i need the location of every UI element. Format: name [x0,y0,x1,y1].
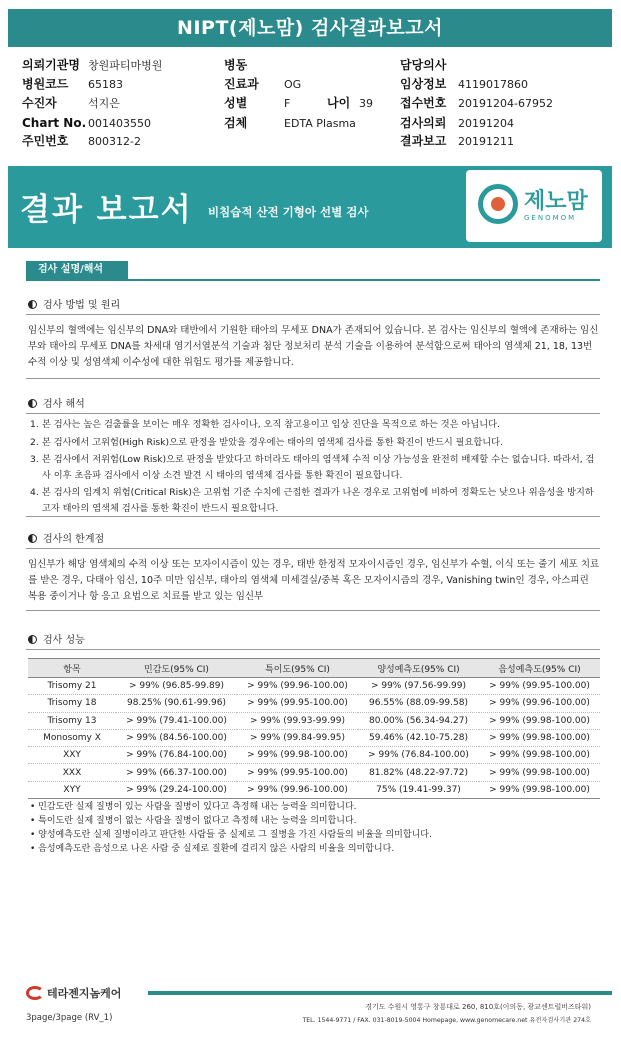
table-row: XYY > 99% (29.24-100.00) > 99% (99.96-100.00) 75% (19.41-99.37) > 99% (99.98-100.00) [28,781,600,798]
result-banner [8,166,612,248]
half-circle-icon [28,635,37,644]
table-row: Trisomy 13 > 99% (79.41-100.00) > 99% (99.93-99.99) 80.00% (56.34-94.27) > 99% (99.98-100.00) [28,712,600,729]
company-logo: 테라젠지놈케어 [26,985,121,1001]
divider [26,378,600,379]
note-item: • 특이도란 실제 질병이 없는 사람을 질병이 없다고 측정해 내는 능력을 의미합니다. [30,816,357,826]
section-tab-divider [26,279,600,281]
info-report-date: 결과보고 20191211 [400,134,514,148]
info-chart-no: Chart No. 001403550 [22,116,151,130]
divider [26,413,600,414]
table-row: XXX > 99% (66.37-100.00) > 99% (99.95-100.00) 81.82% (48.22-97.72) > 99% (99.98-100.00) [28,764,600,781]
info-department: 진료과 OG [224,77,302,91]
table-row: Trisomy 21 > 99% (96.85-99.89) > 99% (99.96-100.00) > 99% (97.56-99.99) > 99% (99.95-100.00) [28,678,600,695]
interpret-heading: 검사 해석 [28,395,85,410]
half-circle-icon [28,399,37,408]
info-age: 나이 39 [327,96,373,110]
note-item: • 양성예측도란 실제 질병이라고 판단한 사람들 중 실제로 그 질병을 가진 사람들의 비율을 의미합니다. [30,830,432,840]
banner-subtitle: 비침습적 산전 기형아 선별 검사 [208,205,369,219]
genomom-logo: 제노맘 GENOMOM [466,170,602,242]
info-ward: 병동 [224,58,248,72]
footer-address: 경기도 수원시 영통구 창룡대로 260, 810호(이의동, 광교센트럴비즈타워) [365,1003,591,1011]
table-row: XXY > 99% (76.84-100.00) > 99% (99.98-100.00) > 99% (76.84-100.00) > 99% (99.98-100.00) [28,747,600,764]
info-specimen: 검체 EDTA Plasma [224,116,356,130]
info-doctor: 담당의사 [400,58,447,72]
note-item: • 음성예측도란 음성으로 나온 사람 중 실제로 질환에 걸리지 않은 사람의 비율을 의미합니다. [30,844,395,854]
list-item: 3. 본 검사에서 저위험(Low Risk)으로 판정을 받았다고 하더라도 태아의 염색체 수적 이상 가능성을 완전히 배제할 수는 없습니다. 따라서, 검사 이후 초음파 검사에서 이상 소견 발견 시 태아의 염색체 검사를 통한 확진이 필요합니다. [30,454,595,481]
logo-dot-icon [491,197,505,211]
divider [26,610,600,611]
half-circle-icon [28,300,37,309]
info-resident-no: 주민번호 800312-2 [22,134,141,148]
table-row: Trisomy 18 98.25% (90.61-99.96) > 99% (99.95-100.00) 96.55% (88.09-99.58) > 99% (99.96-100.00) [28,695,600,712]
divider [26,649,600,650]
column-header: 양성예측도(95% CI) [358,659,479,678]
column-header: 항목 [28,659,116,678]
performance-heading: 검사 성능 [28,631,85,646]
section-tab: 검사 설명/해석 [26,261,128,279]
list-item: 2. 본 검사에서 고위험(High Risk)으로 판정을 받았을 경우에는 태아의 염색체 검사를 통한 확진이 반드시 필요합니다. [30,436,503,448]
method-body: 임신부의 혈액에는 임신부의 DNA와 태반에서 기원한 태아의 무세포 DNA가 존재되어 있습니다. 본 검사는 임신부의 혈액에 존재하는 임신부와 태아의 무세포 DNA를 차세대 염기서열분석 기술과 첨단 정보처리 분석 기술을 이용하여 분석함으로써 태아의 염색체 21, 18, 13번 수적 이상 및 성염색체 이수성에 대한 위험도 평가를 제공합니다. [28,325,599,368]
footer-divider [148,991,612,995]
limits-body: 임신부가 해당 염색체의 수적 이상 또는 모자이시즘이 있는 경우, 태반 한정적 모자이시즘인 경우, 임신부가 수혈, 이식 또는 줄기 세포 치료를 받은 경우, 다태아 임신, 10주 미만 임신부, 태아의 염색체 미세결실/중복 혹은 모자이시즘의 경우, Vanishing twin인 경우, 아스피린 복용 중이거나 항 응고 요법으로 치료를 받고 있는 임신부 [28,559,600,602]
table-header-row [28,659,600,678]
limits-heading: 검사의 한계점 [28,530,104,545]
performance-table [28,658,600,799]
method-heading: 검사 방법 및 원리 [28,296,120,311]
banner-title: 결과 보고서 [20,192,193,228]
column-header: 특이도(95% CI) [237,659,358,678]
info-request-date: 검사의뢰 20191204 [400,116,514,130]
info-sex: 성별 F [224,96,291,110]
report-title: NIPT(제노맘) 검사결과보고서 [8,9,612,47]
half-circle-icon [28,534,37,543]
table-row: Monosomy X > 99% (84.56-100.00) > 99% (99.84-99.95) 59.46% (42.10-75.28) > 99% (99.98-100.00) [28,729,600,746]
info-hospital-code: 병원코드 65183 [22,77,123,91]
interpret-list [30,417,600,518]
divider [26,548,600,549]
info-hospital-name: 의뢰기관명 창원파티마병원 [22,58,163,72]
info-patient-name: 수진자 석지은 [22,96,120,110]
company-mark-icon [26,986,44,1000]
list-item: 1. 본 검사는 높은 검출률을 보이는 매우 정확한 검사이나, 오직 참고용이고 임상 진단을 목적으로 하는 것은 아닙니다. [30,419,500,430]
column-header: 음성예측도(95% CI) [479,659,600,678]
divider [26,516,600,517]
note-item: • 민감도란 실제 질병이 있는 사람을 질병이 있다고 측정해 내는 능력을 의미합니다. [30,802,357,812]
list-item: 4. 본 검사의 임계치 위험(Critical Risk)은 고위험 기준 수치에 근접한 결과가 나온 경우로 고위험에 비하여 정확도는 낮으나 위음성을 방지하고자 태아의 염색체 검사를 통한 확진이 반드시 필요합니다. [30,487,594,514]
footer-contact: TEL. 1544-9771 / FAX. 031-8019-5004 Homepage, www.genomecare.net 유전자검사기관 274호 [302,1017,591,1024]
performance-notes [30,800,600,856]
info-clinical: 임상정보 4119017860 [400,77,528,91]
divider [26,314,600,315]
column-header: 민감도(95% CI) [116,659,237,678]
info-receipt-no: 접수번호 20191204-67952 [400,96,553,110]
page-number: 3page/3page (RV_1) [26,1013,113,1023]
